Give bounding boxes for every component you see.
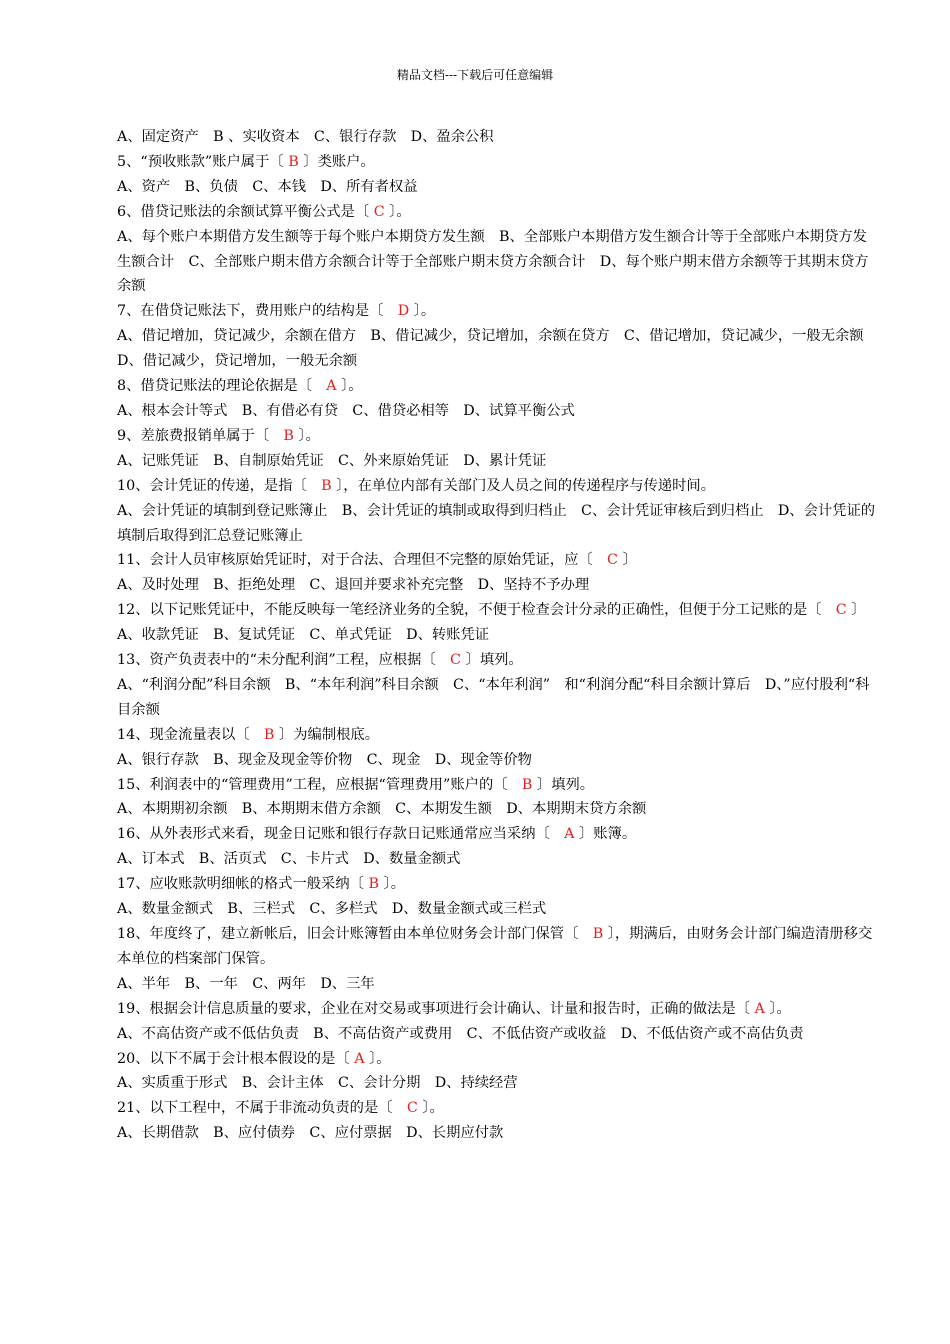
question-line bbox=[117, 150, 877, 175]
option-line: A、会计凭证的填制到登记账簿止 B、会计凭证的填制或取得到归档止 C、会计凭证审核后到归档止 D、会计凭证的填制后取得到汇总登记账簿止 bbox=[117, 502, 876, 544]
option-line: A、每个账户本期借方发生额等于每个账户本期贷方发生额 B、全部账户本期借方发生额合计等于全部账户本期贷方发生额合计 C、全部账户期末借方余额合计等于全部账户期末贷方余额合计 D、每个账户期末借方余额等于其期末贷方余额 bbox=[117, 228, 869, 295]
answer-letter: B bbox=[321, 477, 332, 494]
question-line bbox=[117, 997, 877, 1022]
answer-letter: C bbox=[607, 552, 618, 569]
answer-letter: B bbox=[521, 776, 533, 793]
answer-letter: A bbox=[564, 826, 575, 843]
question-text-tail: 〕为编制根底。 bbox=[274, 726, 380, 743]
option-line: A、银行存款 B、现金及现金等价物 C、现金 D、现金等价物 bbox=[117, 751, 532, 768]
question-line bbox=[117, 922, 877, 972]
question-text: 15、利润表中的“管理费用”工程，应根据“管理费用”账户的〔 bbox=[117, 776, 522, 793]
question-text: 14、现金流量表以〔 bbox=[117, 726, 264, 743]
question-text-tail: 〕。 bbox=[293, 427, 320, 444]
option-line: A、“利润分配”科目余额 B、“本年利润”科目余额 C、“本年利润” 和“利润分配“科目余额计算后 D、”应付股利“科目余额 bbox=[117, 676, 870, 718]
option-line: A、及时处理 B、拒绝处理 C、退回并要求补充完整 D、坚持不予办理 bbox=[117, 577, 590, 594]
option-line: A、长期借款 B、应付债券 C、应付票据 D、长期应付款 bbox=[117, 1125, 504, 1142]
answer-letter: C bbox=[450, 652, 461, 669]
question-text: 8、借贷记账法的理论依据是〔 bbox=[117, 378, 327, 395]
question-text-tail: 〕 bbox=[617, 552, 637, 569]
question-text: 17、应收账款明细帐的格式一般采纳〔 bbox=[117, 876, 369, 893]
answer-letter: C bbox=[373, 203, 385, 220]
question-text: 11、会计人员审核原始凭证时，对于合法、合理但不完整的原始凭证，应〔 bbox=[117, 552, 607, 569]
question-text-tail: 〕。 bbox=[384, 203, 411, 220]
question-text: 5、“预收账款”账户属于〔 bbox=[117, 153, 289, 170]
question-line bbox=[117, 723, 877, 748]
page-header: 精品文档---下载后可任意编辑 bbox=[396, 68, 554, 82]
question-text-tail: 〕。 bbox=[336, 378, 363, 395]
option-line: A、订本式 B、活页式 C、卡片式 D、数量金额式 bbox=[117, 851, 461, 868]
question-text: 10、会计凭证的传递，是指〔 bbox=[117, 477, 322, 494]
question-text-tail: 〕 bbox=[846, 602, 866, 619]
question-text: 13、资产负责表中的“未分配利润”工程，应根据〔 bbox=[117, 652, 451, 669]
question-text-tail: 〕填列。 bbox=[461, 652, 523, 669]
option-line: A、实质重于形式 B、会计主体 C、会计分期 D、持续经营 bbox=[117, 1075, 518, 1092]
option-line: A、不高估资产或不低估负责 B、不高估资产或费用 C、不低估资产或收益 D、不低估资产或不高估负责 bbox=[117, 1025, 804, 1042]
question-text-tail: 〕，在单位内部有关部门及人员之间的传递程序与传递时间。 bbox=[331, 477, 715, 494]
question-text-tail: 〕类账户。 bbox=[298, 153, 375, 170]
question-text-tail: 〕。 bbox=[764, 1000, 791, 1017]
question-line bbox=[117, 548, 877, 573]
question-text: 6、借贷记账法的余额试算平衡公式是〔 bbox=[117, 203, 374, 220]
question-text: 9、差旅费报销单属于〔 bbox=[117, 427, 284, 444]
question-line bbox=[117, 822, 877, 847]
question-text: 16、从外表形式来看，现金日记账和银行存款日记账通常应当采纳〔 bbox=[117, 826, 565, 843]
option-line: A、资产 B、负债 C、本钱 D、所有者权益 bbox=[117, 178, 418, 195]
question-line bbox=[117, 598, 877, 623]
question-text: 12、以下记账凭证中，不能反映每一笔经济业务的全貌，不便于检查会计分录的正确性，但便于分工记账的是〔 bbox=[117, 602, 836, 619]
question-text-tail: 〕，期满后，由财务会计部门编造清册移交本单位的档案部门保管。 bbox=[117, 926, 873, 967]
question-line bbox=[117, 872, 877, 897]
answer-letter: B bbox=[283, 427, 294, 444]
answer-letter: B bbox=[288, 153, 299, 170]
question-line bbox=[117, 1096, 877, 1121]
answer-letter: D bbox=[397, 303, 410, 320]
option-line: A、收款凭证 B、复试凭证 C、单式凭证 D、转账凭证 bbox=[117, 627, 490, 644]
question-list bbox=[117, 125, 877, 1146]
option-line: A、固定资产 B 、实收资本 C、银行存款 D、盈余公积 bbox=[117, 129, 494, 145]
question-text-tail: 〕。 bbox=[364, 1050, 391, 1067]
option-line: A、半年 B、一年 C、两年 D、三年 bbox=[117, 975, 375, 992]
answer-letter: C bbox=[835, 602, 847, 619]
question-text: 21、以下工程中，不属于非流动负责的是〔 bbox=[117, 1100, 407, 1117]
option-line: A、记账凭证 B、自制原始凭证 C、外来原始凭证 D、累计凭证 bbox=[117, 452, 547, 469]
answer-letter: A bbox=[326, 378, 337, 395]
question-line bbox=[117, 773, 877, 798]
option-line: A、借记增加，贷记减少，余额在借方 B、借记减少，贷记增加，余额在贷方 C、借记增加，贷记减少，一般无余额 D、借记减少，贷记增加，一般无余额 bbox=[117, 328, 878, 370]
answer-letter: B bbox=[592, 926, 604, 942]
question-line bbox=[117, 648, 877, 673]
question-text-tail: 〕。 bbox=[409, 303, 436, 320]
question-line bbox=[117, 424, 877, 449]
question-line bbox=[117, 299, 877, 324]
question-text: 7、在借贷记账法下，费用账户的结构是〔 bbox=[117, 303, 398, 320]
answer-letter: C bbox=[406, 1100, 418, 1117]
question-line bbox=[117, 200, 877, 225]
option-line: A、本期期初余额 B、本期期末借方余额 C、本期发生额 D、本期期末贷方余额 bbox=[117, 801, 647, 818]
question-line bbox=[117, 374, 877, 399]
question-line bbox=[117, 1047, 877, 1072]
answer-letter: B bbox=[263, 726, 275, 743]
option-line: A、数量金额式 B、三栏式 C、多栏式 D、数量金额式或三栏式 bbox=[117, 901, 547, 918]
answer-letter: A bbox=[754, 1000, 765, 1017]
question-text-tail: 〕填列。 bbox=[532, 776, 595, 793]
option-line: A、根本会计等式 B、有借必有贷 C、借贷必相等 D、试算平衡公式 bbox=[117, 402, 575, 419]
question-text-tail: 〕。 bbox=[417, 1100, 444, 1117]
question-text: 20、以下不属于会计根本假设的是〔 bbox=[117, 1050, 355, 1067]
answer-letter: B bbox=[368, 876, 380, 893]
question-text-tail: 〕。 bbox=[379, 876, 406, 893]
question-text: 19、根据会计信息质量的要求，企业在对交易或事项进行会计确认、计量和报告时，正确的做法是〔 bbox=[117, 1000, 755, 1017]
question-line bbox=[117, 474, 877, 499]
answer-letter: A bbox=[354, 1050, 365, 1067]
question-text: 18、年度终了，建立新帐后，旧会计账簿暂由本单位财务会计部门保管〔 bbox=[117, 926, 593, 942]
question-text-tail: 〕账簿。 bbox=[574, 826, 637, 843]
